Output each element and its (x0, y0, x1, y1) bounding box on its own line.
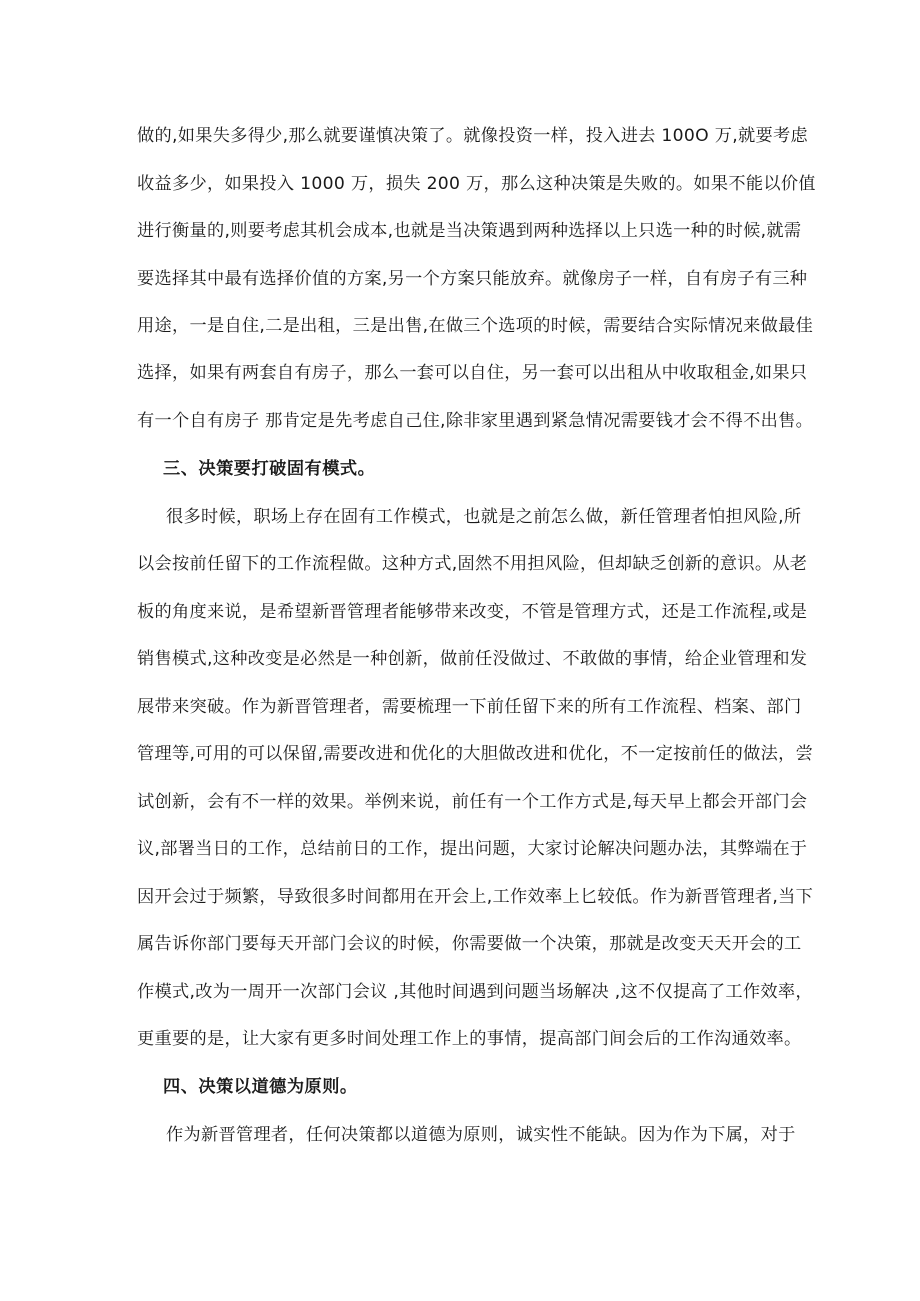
paragraph-2-line: 销售模式,这种改变是必然是一种创新，做前任没做过、不敢做的事情，给企业管理和发 (137, 649, 808, 669)
paragraph-2-line: 因开会过于频繁，导致很多时间都用在开会上,工作效率上匕较低。作为新晋管理者,当下 (137, 887, 814, 907)
paragraph-2-line: 很多时候，职场上存在固有工作模式，也就是之前怎么做，新任管理者怕担风险,所 (166, 507, 802, 527)
paragraph-3-line: 作为新晋管理者，任何决策都以道德为原则，诚实性不能缺。因为作为下属，对于 (166, 1125, 796, 1145)
paragraph-2-line: 属告诉你部门要每天开部门会议的时候，你需要做一个决策，那就是改变天天开会的工 (137, 934, 802, 954)
paragraph-1-line: 用途，一是自住,二是出租，三是出售,在做三个选项的时候，需要结合实际情况来做最佳 (137, 316, 814, 336)
paragraph-1-line: 有一个自有房子 那肯定是先考虑自己住,除非家里遇到紧急情况需要钱才会不得不出售。 (137, 411, 814, 431)
paragraph-1-line: 选择，如果有两套自有房子，那么一套可以自住，另一套可以出租从中收取租金,如果只 (137, 363, 808, 383)
paragraph-2-line: 以会按前任留下的工作流程做。这种方式,固然不用担风险，但却缺乏创新的意识。从老 (137, 554, 808, 574)
paragraph-2-line: 议,部署当日的工作，总结前日的工作，提出问题，大家讨论解决问题办法，其弊端在于 (137, 839, 808, 859)
paragraph-2-line: 作模式,改为一周开一次部门会议 ,其他时间遇到问题当场解决 ,这不仅提高了工作效率， (137, 982, 813, 1002)
paragraph-2-line: 板的角度来说，是希望新晋管理者能够带来改变，不管是管理方式，还是工作流程,或是 (137, 602, 808, 622)
section-heading-4: 四、决策以道德为原则。 (163, 1077, 358, 1097)
section-heading-3: 三、决策要打破固有模式。 (163, 459, 376, 479)
paragraph-2-line: 管理等,可用的可以保留,需要改进和优化的大胆做改进和优化，不一定按前任的做法，尝 (137, 744, 814, 764)
paragraph-1-line: 进行衡量的,则要考虑其机会成本,也就是当决策遇到两种选择以上只选一种的时候,就需 (137, 221, 802, 241)
paragraph-2-line: 展带来突破。作为新晋管理者，需要梳理一下前任留下来的所有工作流程、档案、部门 (137, 697, 802, 717)
paragraph-2-line: 试创新，会有不一样的效果。举例来说，前任有一个工作方式是,每天早上都会开部门会 (137, 792, 808, 812)
paragraph-1-line: 做的,如果失多得少,那么就要谨慎决策了。就像投资一样，投入进去 100O 万,就要考虑 (137, 126, 808, 146)
paragraph-1-line: 要选择其中最有选择价值的方案,另一个方案只能放弃。就像房子一样，自有房子有三种 (137, 269, 808, 289)
paragraph-1-line: 收益多少，如果投入 1000 万，损失 200 万，那么这种决策是失败的。如果不能以价值 (137, 174, 816, 194)
paragraph-2-line: 更重要的是，让大家有更多时间处理工作上的事情，提高部门间会后的工作沟通效率。 (137, 1029, 802, 1049)
